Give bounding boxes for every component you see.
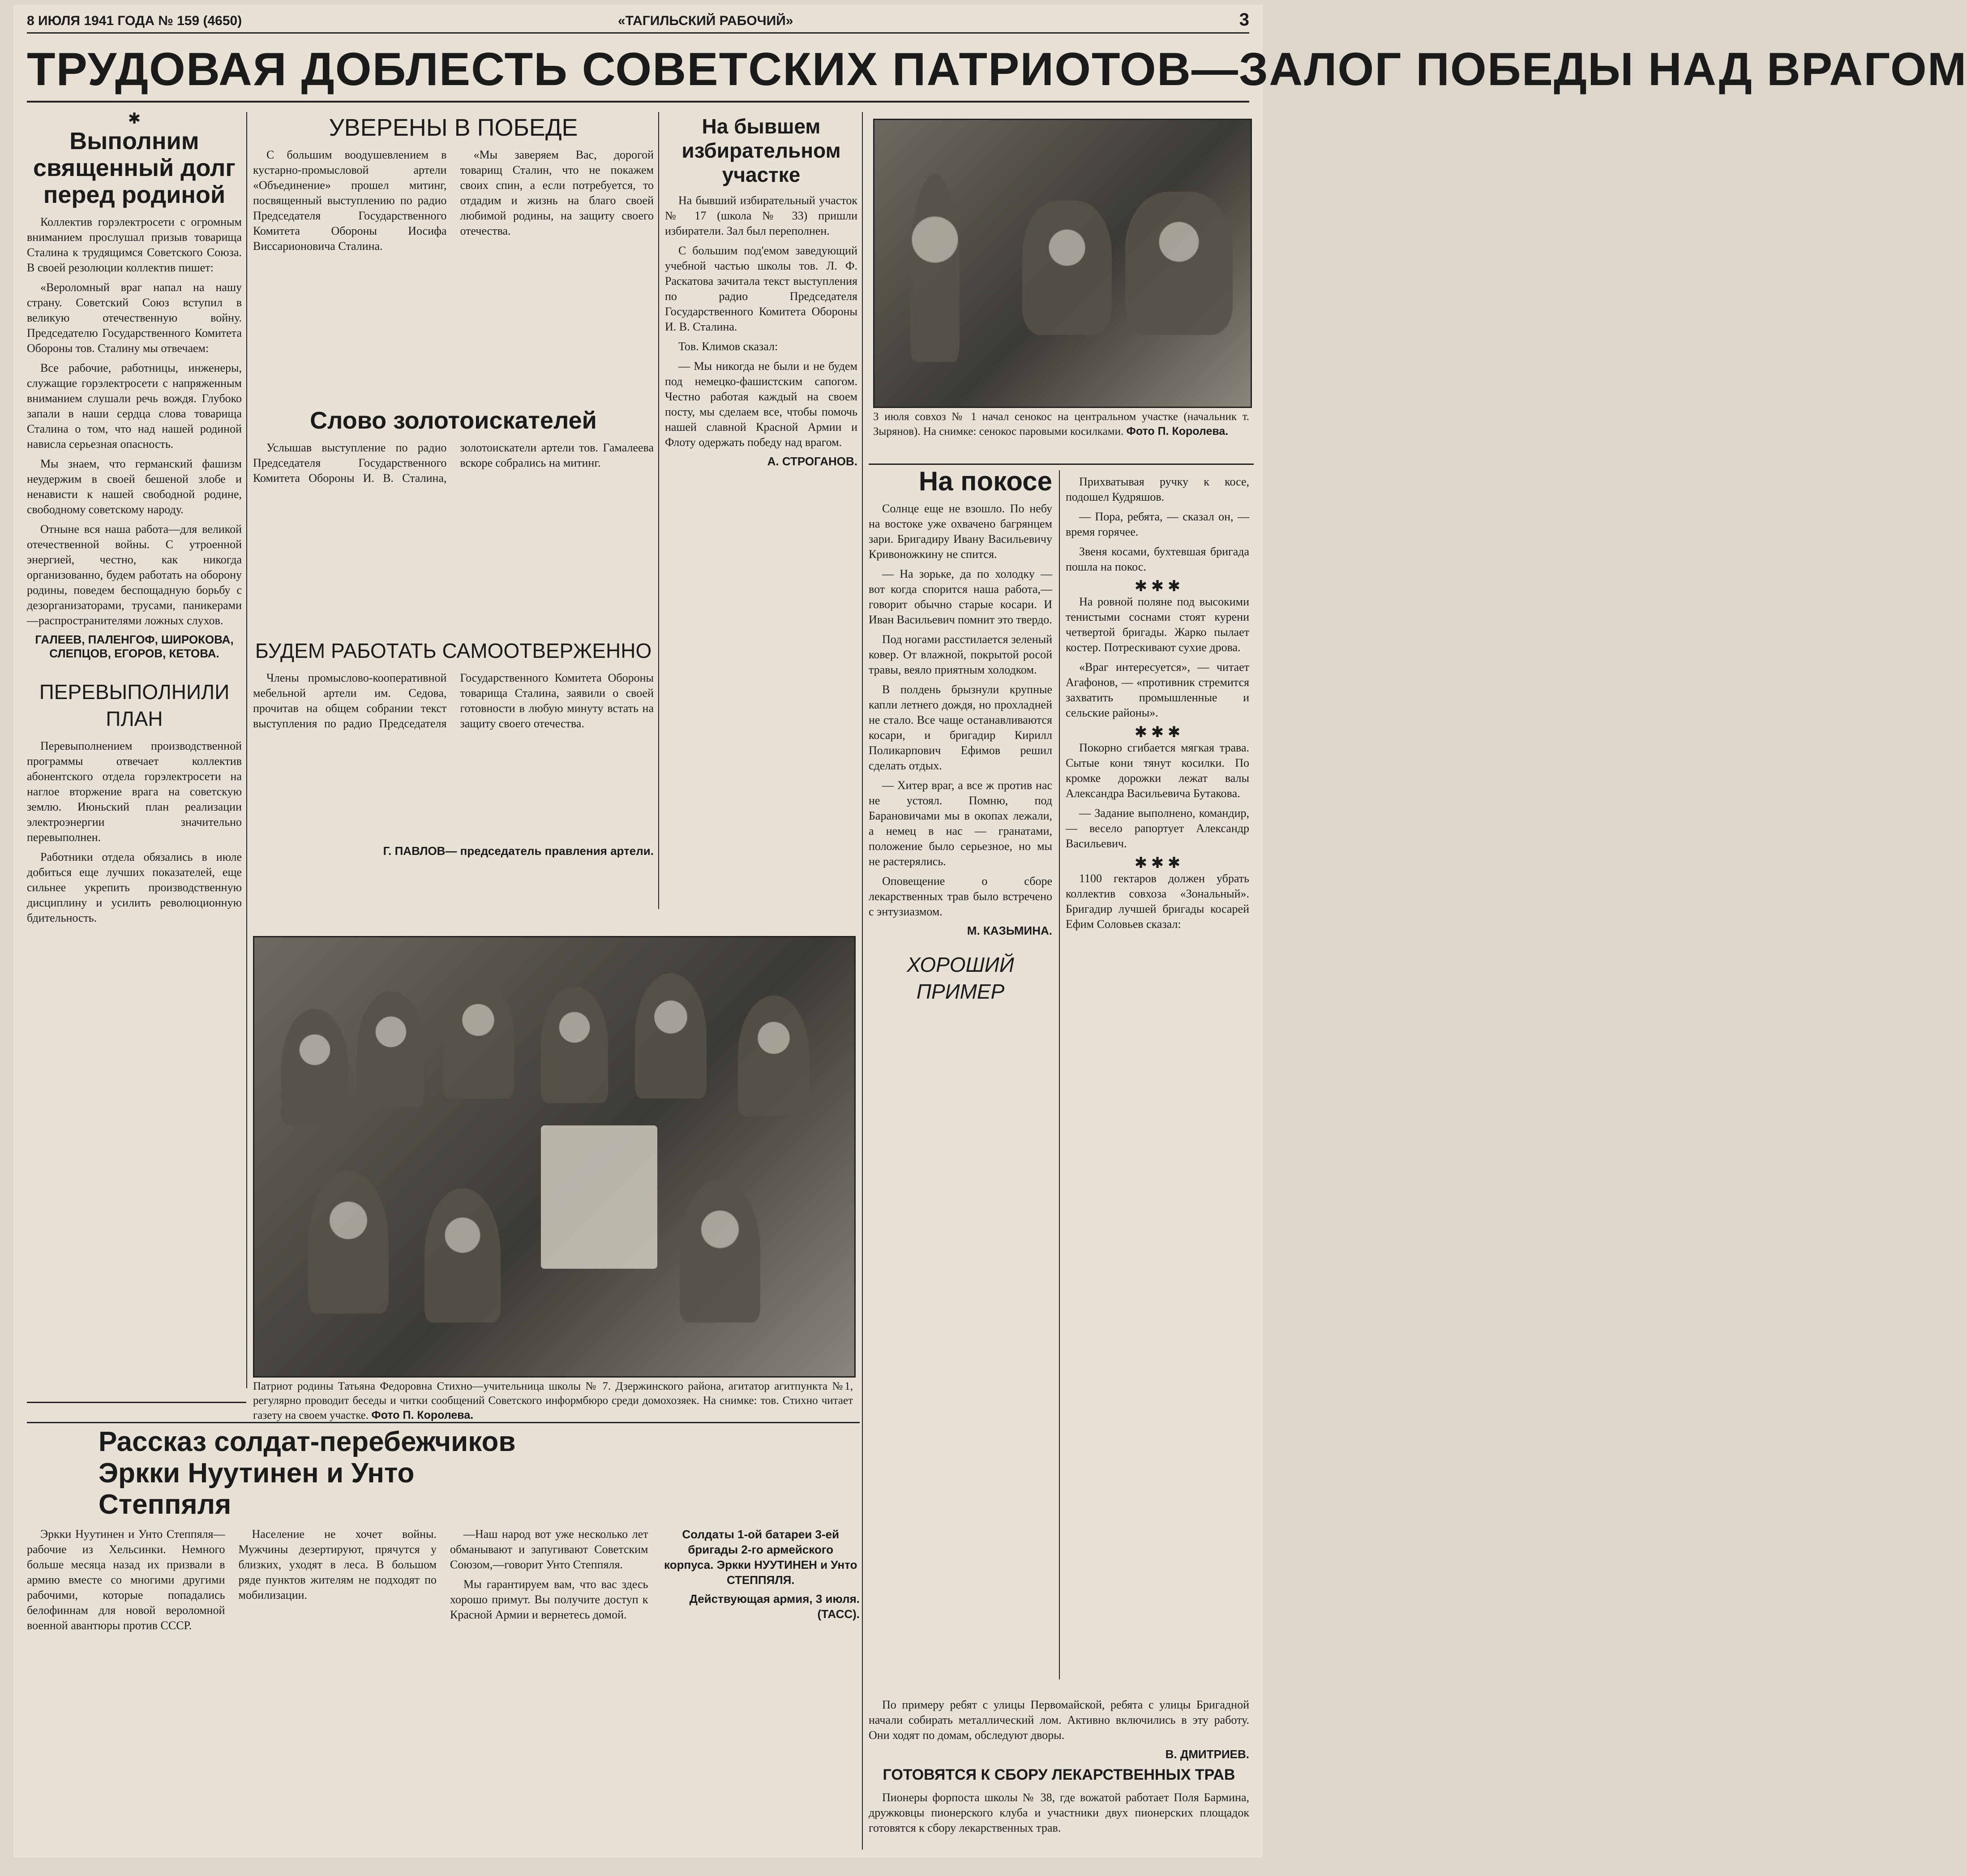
signature: В. ДМИТРИЕВ. (1165, 1747, 1249, 1761)
photo-newspaper (541, 1125, 657, 1269)
paragraph: «Мы заверяем Вас, дорогой товарищ Сталин, что не покажем своих спин, а если потребуется, то отдадим и жизнь на благо своей любимой родины, на защиту своего отечества. (460, 148, 654, 237)
paragraph: На бывший избирательный участок № 17 (школа № 33) пришли избиратели. Зал был переполнен. (665, 194, 857, 237)
paragraph: Отныне вся наша работа—для великой отечественной войны. С утроенной энергией, честно, как никогда организованно, будем работать на оборону родины, поведем беспощадную борьбу с дезорганизаторами, трусами, паникерами—распространителями ложных слухов. (27, 523, 242, 627)
paragraph: Покорно сгибается мягкая трава. Сытые кони тянут косилки. По кромке дорожки лежат валы Александра Васильевича Бутакова. (1066, 741, 1249, 800)
article-body (665, 193, 857, 450)
article-title: ГОТОВЯТСЯ К СБОРУ ЛЕКАРСТВЕННЫХ ТРАВ (883, 1766, 1235, 1783)
article-body (27, 215, 242, 628)
photo-figure (308, 1170, 389, 1314)
bottom-section (27, 1426, 860, 1852)
paragraph: — Пора, ребята, — сказал он, — время горячее. (1066, 510, 1249, 538)
article-body (869, 501, 1052, 919)
column-3 (665, 114, 857, 911)
paragraph: 1100 гектаров должен убрать коллектив совхоза «Зональный». Бригадир лучшей бригады косарей Ефим Соловьев сказал: (1066, 872, 1249, 931)
column-1 (27, 110, 242, 1364)
photo-figure (910, 174, 960, 362)
article-title: УВЕРЕНЫ В ПОБЕДЕ (329, 114, 578, 141)
signature: А. СТРОГАНОВ. (767, 455, 857, 468)
photo-horse (1022, 201, 1112, 335)
section-rule (869, 464, 1254, 465)
column-5 (1066, 468, 1249, 1677)
star-ornament: ✱ ✱ ✱ (1134, 855, 1181, 871)
column-4 (869, 468, 1052, 1847)
star-ornament: ✱ ✱ ✱ (1134, 724, 1181, 741)
article-title: ХОРОШИЙ ПРИМЕР (907, 953, 1014, 1003)
star-ornament: ✱ (128, 111, 141, 127)
paragraph: Мы гарантируем вам, что вас здесь хорошо примут. Вы получите доступ к Красной Армии и вернетесь домой. (450, 1578, 648, 1621)
article-body (869, 1697, 1249, 1743)
article-body (253, 670, 654, 841)
article-body (27, 738, 242, 926)
article-body (27, 1527, 860, 1876)
article-title: На бывшем избирательном участке (681, 115, 841, 186)
paragraph: «Враг интересуется», — читает Агафонов, — «противник стремится захватить промышленные и сельские районы». (1066, 661, 1249, 719)
section-rule (27, 1422, 860, 1423)
paragraph: Тов. Климов сказал: (678, 340, 778, 353)
newspaper-name: «ТАГИЛЬСКИЙ РАБОЧИЙ» (618, 13, 793, 28)
photo-caption (253, 1379, 853, 1420)
photo-figure (541, 987, 608, 1103)
photo-horse (1125, 192, 1233, 335)
photo-figure (680, 1179, 760, 1322)
dateline: Действующая армия, 3 июля. (ТАСС). (689, 1592, 860, 1621)
paragraph: — Мы никогда не были и не будем под немецко-фашистским сапогом. Честно работая каждый на своем посту, мы сделаем все, чтобы помочь нашей славной Красной Армии и Флоту одержать победу над врагом. (665, 360, 857, 449)
page-number: 3 (1239, 10, 1249, 30)
haymaking-photo (873, 119, 1252, 408)
paragraph: С большим под'емом заведующий учебной частью школы тов. Л. Ф. Раскатова зачитала текст выступления по радио Председателя Государственного Комитета Обороны И. В. Сталина. (665, 244, 857, 333)
photo-caption (873, 410, 1249, 459)
photo-credit: Фото П. Королева. (371, 1409, 474, 1421)
article-title: На покосе (918, 466, 1052, 496)
signatures: Солдаты 1-ой батареи 3-ей бригады 2-го армейского корпуса. Эркки НУУТИНЕН и Унто СТЕППЯЛЯ. (664, 1528, 857, 1587)
headline-rule (27, 101, 1249, 103)
photo-figure (738, 996, 810, 1116)
signature: М. КАЗЬМИНА. (967, 924, 1052, 937)
paragraph: Услышав выступление по радио Председателя Государственного Комитета Обороны И. В. Сталина, золотоискатели артели тов. Гамалеева вскоре собрались на митинг. (253, 441, 654, 485)
paragraph: «Вероломный враг напал на нашу страну. Советский Союз вступил в великую отечественную войну. Председателю Государственного Комитета Обороны тов. Сталину мы отвечаем: (27, 281, 242, 355)
paragraph: Эркки Нуутинен и Унто Степпяля—рабочие из Хельсинки. Немного больше месяца назад их призвали в армию вместе со многими другими рабочими, которые попадались белофиннам для новой вероломной военной авантюры против СССР. (27, 1528, 225, 1632)
paragraph: Пионеры форпоста школы № 38, где вожатой работает Поля Бармина, дружковцы пионерского клуба и участники двух пионерских площадок готовятся к сбору лекарственных трав. (869, 1791, 1249, 1834)
paragraph: Звеня косами, бухтевшая бригада пошла на покос. (1066, 545, 1249, 573)
paragraph: — На зорьке, да по холодку — вот когда спорится наша работа,—говорит обычно старые косари. И Иван Васильевич помнит это твердо. (869, 567, 1052, 626)
article-title: ПЕРЕВЫПОЛНИЛИ ПЛАН (39, 680, 230, 730)
caption-text: Патриот родины Татьяна Федоровна Стихно—учительница школы № 7. Дзержинского района, агитатор агитпункта №1, регулярно проводит беседы и читки сообщений Советского информбюро среди домохозяек. На снимке: тов. Стихно читает газету на своем участке. (253, 1380, 853, 1421)
photo-figure (635, 973, 707, 1099)
section-rule (27, 1402, 246, 1403)
paragraph: На ровной поляне под высокими тенистыми соснами стоят курени четвертой бригады. Жарко пылает костер. Потрескивают сухие дрова. (1066, 595, 1249, 654)
article-title: БУДЕМ РАБОТАТЬ САМООТВЕРЖЕННО (255, 639, 652, 662)
paragraph: Мы знаем, что германский фашизм неудержим в своей бешеной злобе и ненависти к нашей свободной родине, свободному советскому народу. (27, 457, 242, 516)
star-ornament: ✱ ✱ ✱ (1134, 578, 1181, 595)
paragraph: Перевыполнением производственной программы отвечает коллектив абонентского отдела горэлектросети на наглое вторжение врага на советскую землю. Июньский план реализации электроэнергии значительно перевыполнен. (27, 739, 242, 844)
column-rule (658, 112, 659, 909)
paragraph: Солнце еще не взошло. По небу на востоке уже охвачено багрянцем зари. Бригадиру Ивану Васильевичу Кривоножкину не спится. (869, 502, 1052, 561)
article-title: Выполним священный долг перед родиной (33, 128, 236, 208)
paragraph: Население не хочет войны. Мужчины дезертируют, прячутся у близких, уходят в леса. В большом ряде пунктов жителям не подходят по мобилизации. (238, 1528, 437, 1601)
photo-credit: Фото П. Королева. (1126, 425, 1229, 438)
paragraph: — Хитер враг, а все ж против нас не устоял. Помню, под Барановичами мы в окопах лежали, а немец в нас — гранатами, положение было серьезное, но мы не растерялись. (869, 779, 1052, 868)
page-header (27, 10, 1249, 34)
paragraph: Коллектив горэлектросети с огромным вниманием прослушал призыв товарища Сталина к трудящимся Советского Союза. В своей резолюции коллектив пишет: (27, 215, 242, 274)
article-body (1066, 474, 1249, 932)
article-title: Слово золотоискателей (310, 407, 597, 434)
paragraph: Члены промыслово-кооперативной мебельной артели им. Седова, прочитав на общем собрании текст выступления по радио Председателя Государственного Комитета Обороны товарища Сталина, заявили о своей готовности в любую минуту встать на защиту своего отечества. (253, 671, 654, 730)
article-body (253, 147, 654, 398)
article-body (253, 440, 654, 628)
column-rule (1059, 470, 1060, 1679)
paragraph: Все рабочие, работницы, инженеры, служащие горэлектросети с напряженным вниманием слушали речь вождя. Глубоко запали в наши сердца слова товарища Сталина о том, что над нашей родиной нависла серьезная опасность. (27, 361, 242, 451)
paragraph: С большим воодушевлением в кустарно-промысловой артели «Объединение» прошел митинг, посвященный выступлению по радио Председателя Государственного Комитета Обороны Иосифа Виссарионовича Сталина. (253, 148, 447, 253)
signature: Г. ПАВЛОВ— председатель правления артели. (383, 844, 654, 858)
newspaper-page (13, 4, 1967, 1858)
column-rule (246, 112, 247, 1388)
photo-figure (281, 1009, 348, 1125)
column-rule (862, 112, 863, 1850)
photo-figure (357, 991, 424, 1108)
paragraph: Прихватывая ручку к косе, подошел Кудряшов. (1066, 475, 1249, 503)
signatures: ГАЛЕЕВ, ПАЛЕНГОФ, ШИРОКОВА, СЛЕПЦОВ, ЕГОРОВ, КЕТОВА. (35, 633, 234, 660)
article-body (869, 1790, 1249, 1836)
paragraph: —Наш народ вот уже несколько лет обманывают и запугивают Советским Союзом,—говорит Унто Степпяля. (450, 1528, 648, 1571)
caption-text: 3 июля совхоз № 1 начал сенокос на центральном участке (начальник т. Зырянов). На снимке: сенокос паровыми косилками. (873, 411, 1249, 438)
main-headline: ТРУДОВАЯ ДОБЛЕСТЬ СОВЕТСКИХ ПАТРИОТОВ—ЗАЛОГ ПОБЕДЫ НАД ВРАГОМ (27, 43, 1967, 95)
photo-figure (424, 1188, 501, 1322)
article-title: Рассказ солдат-перебежчиков Эркки Нуутинен и Унто Степпяля (99, 1426, 516, 1520)
paragraph: Работники отдела обязались в июле добиться еще лучших показателей, еще сильнее укрепить производственную дисциплину и усилить революционную бдительность. (27, 850, 242, 924)
paragraph: Под ногами расстилается зеленый ковер. От влажной, покрытой росой травы, веяло приятным холодком. (869, 633, 1052, 676)
paragraph: Оповещение о сборе лекарственных трав было встречено с энтузиазмом. (869, 875, 1052, 918)
paragraph: По примеру ребят с улицы Первомайской, ребята с улицы Бригадной начали собирать металлический лом. Активно включились в эту работу. Они ходят по домам, обследуют дворы. (869, 1698, 1249, 1742)
date-issue: 8 ИЮЛЯ 1941 ГОДА № 159 (4650) (27, 13, 242, 28)
paragraph: В полдень брызнули крупные капли летнего дождя, но прохладней не стало. Все чаще останавливаются косари, и бригадир Кирилл Поликарпович Ефимов решил сделать отдых. (869, 683, 1052, 772)
column-2 (253, 114, 654, 911)
paragraph: — Задание выполнено, командир,— весело рапортует Александр Васильевич. (1066, 807, 1249, 850)
agitator-photo (253, 936, 856, 1378)
photo-figure (442, 978, 514, 1099)
bottom-right-section (869, 1697, 1249, 1854)
